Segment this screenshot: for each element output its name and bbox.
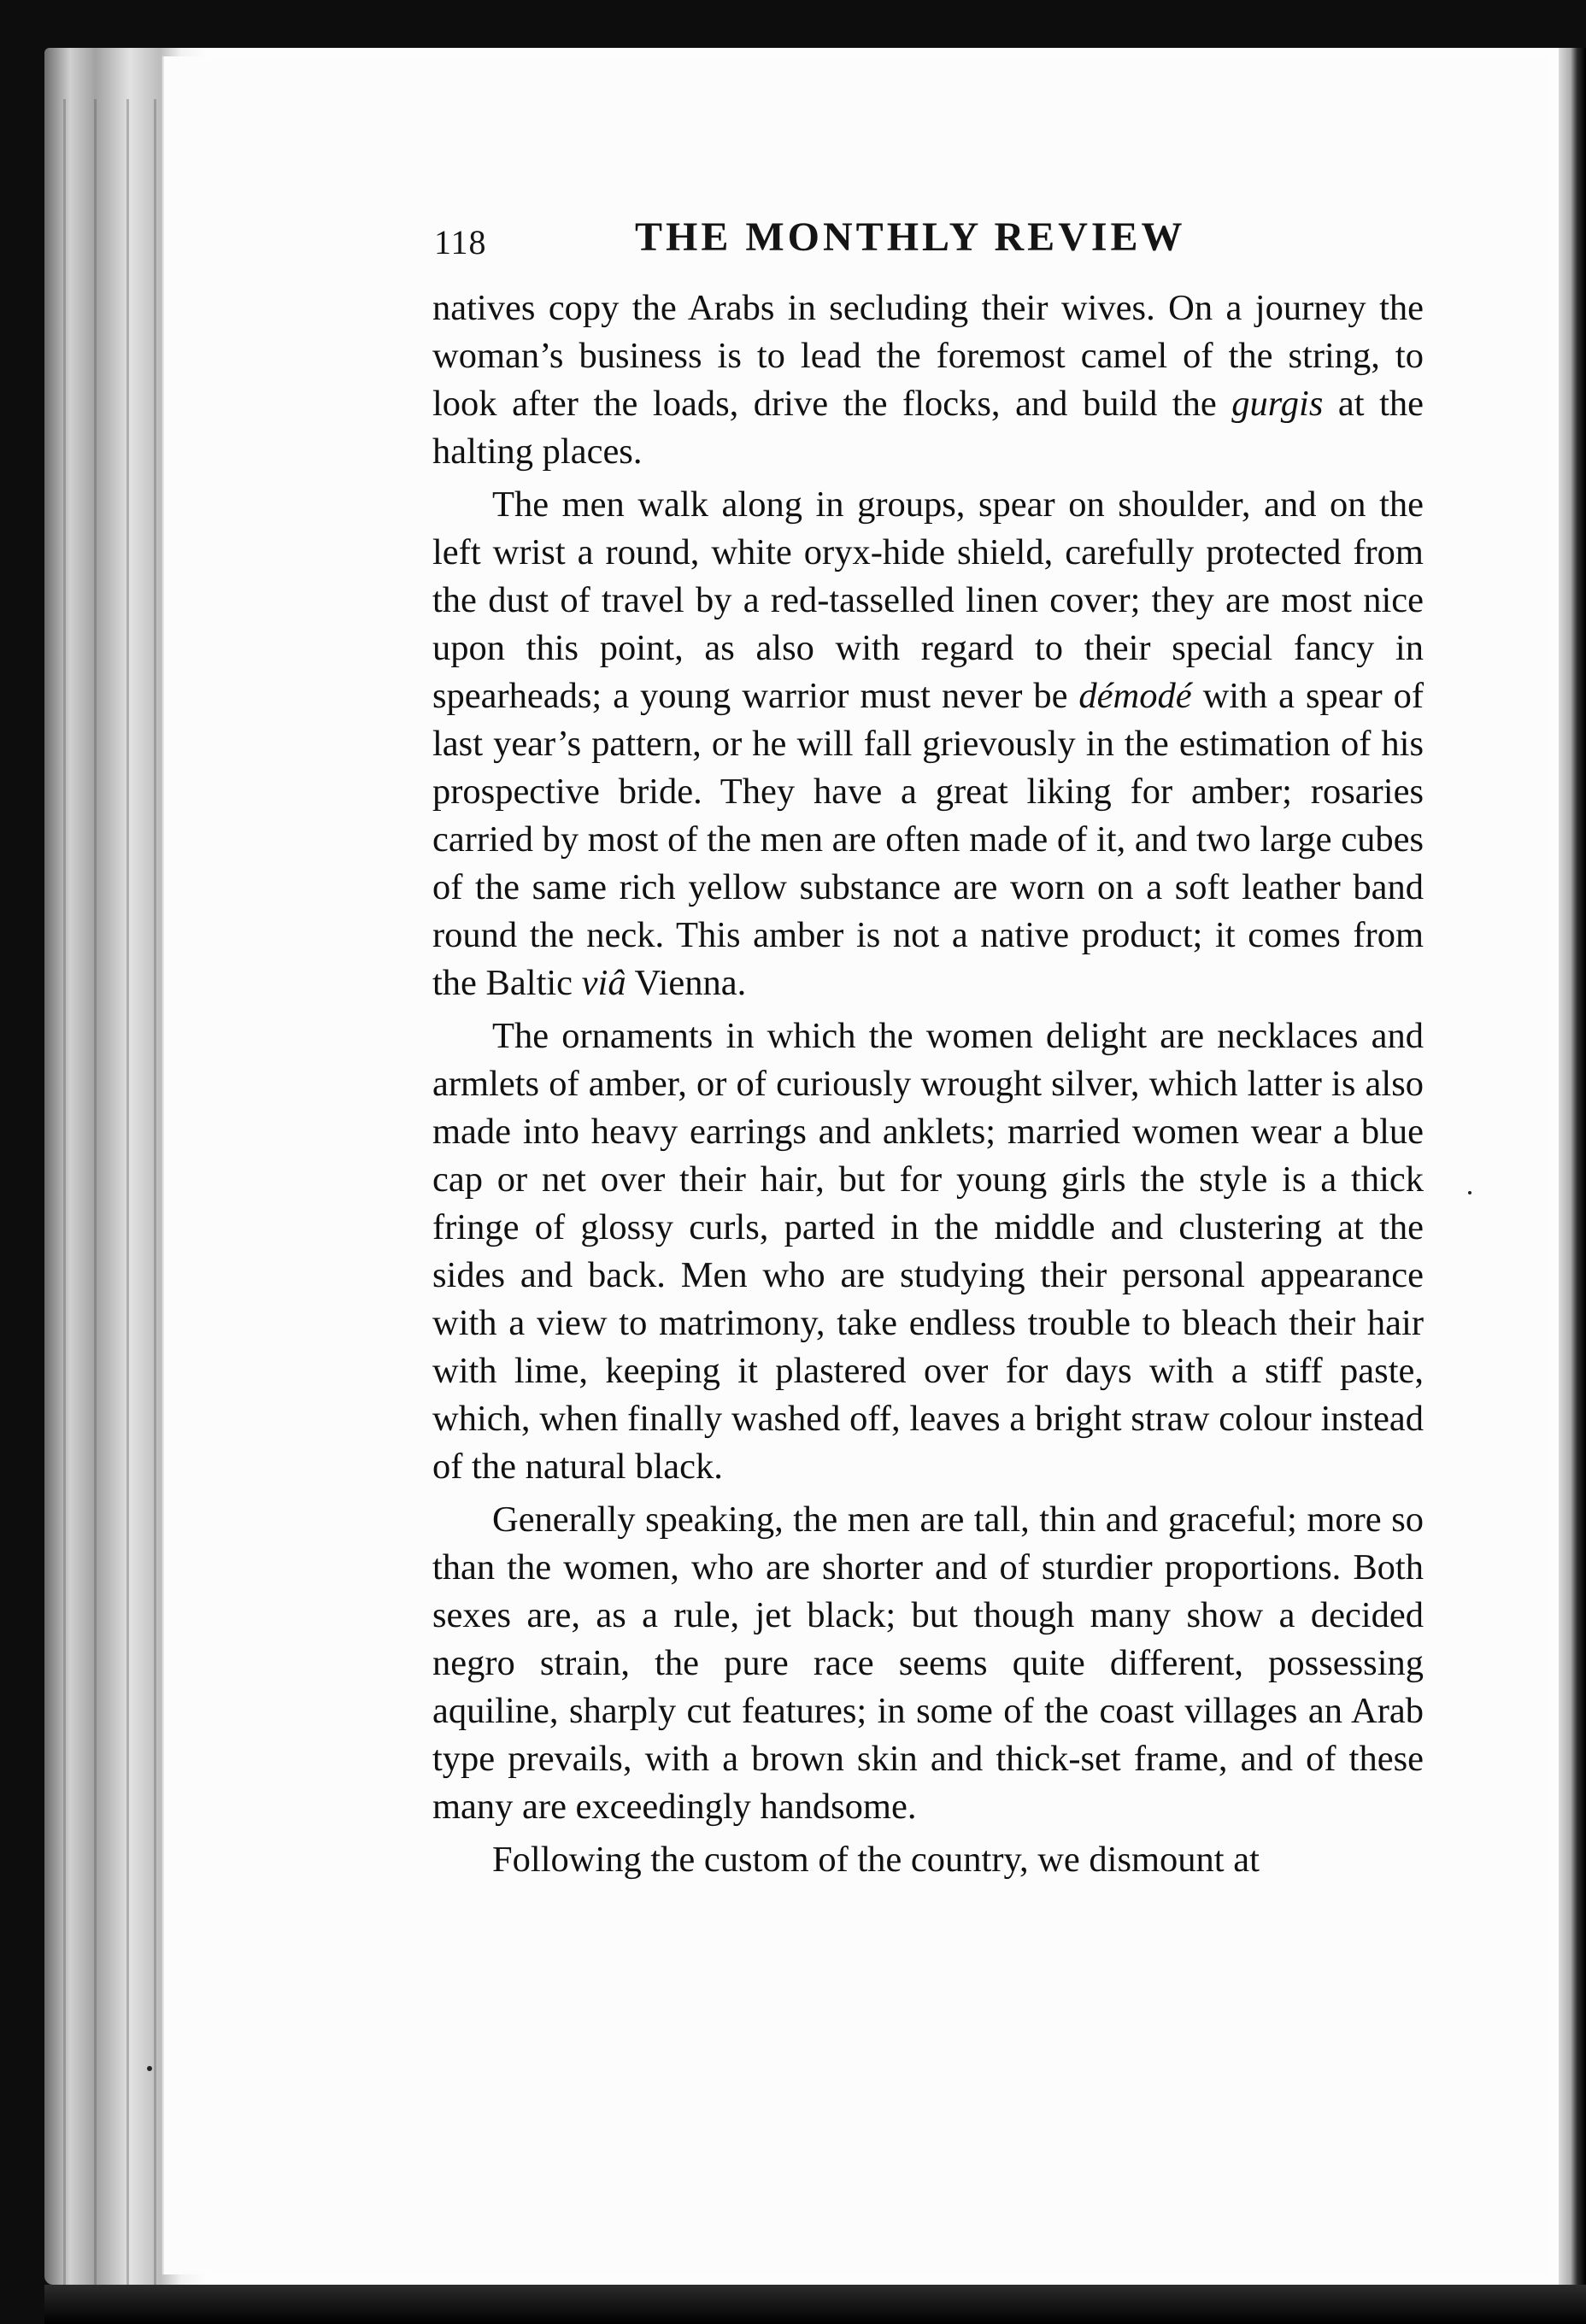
journal-title: THE MONTHLY REVIEW [635, 214, 1186, 260]
text-run: Vienna. [626, 963, 747, 1003]
text-run: The men walk along in groups, spear on shoulder, and on the left wrist a round, white oryx-hide shield, carefully protected from the dust of travel by a red-tasselled linen cover; they are most nice upon this point, as also with regard to their special fancy in spearheads; a young warrior must never be [432, 484, 1424, 716]
running-head [434, 214, 1425, 273]
body-text [432, 285, 1424, 1884]
text-run: at the halting places. [432, 384, 1424, 472]
page-edge-line [126, 99, 129, 2286]
paragraph: Generally speaking, the men are tall, thin and graceful; more so than the women, who are shorter and of sturdier proportions. Both sexes are, as a rule, jet black; but though many show a decided negro strain, the pure race seems quite different, possessing aquiline, sharply cut features; in some of the coast villages an Arab type prevails, with a brown skin and thick-set frame, and of these many are exceedingly handsome. [432, 1499, 1424, 1827]
page-edge-line [154, 99, 156, 2286]
paragraph: The ornaments in which the women delight are necklaces and armlets of amber, or of curiously wrought silver, which latter is also made into heavy earrings and anklets; married women wear a blue cap or net over their hair, but for young girls the style is a thick fringe of glossy curls, parted in the middle and clustering at the sides and back. Men who are studying their personal appearance with a view to matrimony, take endless trouble to bleach their hair with lime, keeping it plastered over for days with a stiff paste, which, when finally washed off, leaves a bright straw colour instead of the natural black. [432, 1016, 1424, 1487]
italic-term: viâ [581, 963, 626, 1003]
text-run: natives copy the Arabs in secluding their wives. On a journey the woman’s business is to lead the foremost camel of the string, to look after the loads, drive the flocks, and build the [432, 288, 1424, 424]
scan-speck [147, 2066, 152, 2071]
right-page-edge [1559, 48, 1586, 2303]
paragraph [432, 481, 1424, 1007]
page-number: 118 [434, 223, 487, 261]
page-edge-line [63, 99, 66, 2286]
paragraph: Following the custom of the country, we dismount at [492, 1840, 1260, 1880]
bottom-page-edge [44, 2285, 1586, 2324]
italic-term: démodé [1078, 676, 1192, 716]
page-edge-line [94, 99, 97, 2286]
scan-speck [1468, 1191, 1471, 1194]
italic-term: gurgis [1231, 384, 1324, 424]
paragraph-continued [432, 285, 1424, 476]
text-run: with a spear of last year’s pattern, or he will fall grievously in the estimation of his prospective bride. They have a great liking for amber; rosaries carried by most of the men are often made of it, and two large cubes of the same rich yellow substance are worn on a soft leather band round the neck. This amber is not a native product; it comes from the Baltic [432, 676, 1424, 1003]
